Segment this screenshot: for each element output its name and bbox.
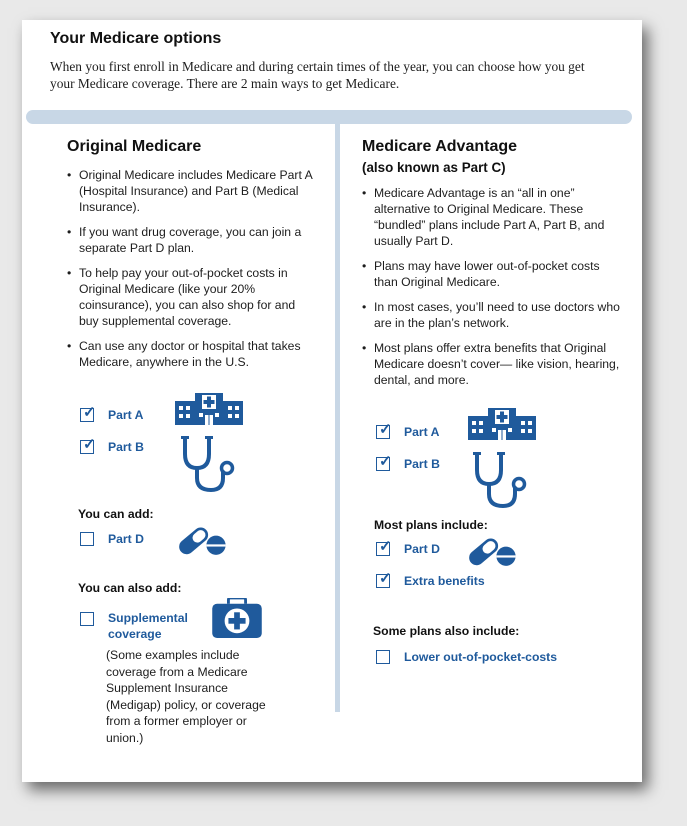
medicare-advantage-subheading: (also known as Part C) bbox=[362, 160, 506, 175]
original-medicare-bullets bbox=[67, 167, 317, 370]
list-item: • To help pay your out-of-pocket costs in Original Medicare (like your 20% coinsurance), you can also shop for and buy supplemental coverage. bbox=[67, 265, 317, 329]
list-item: • Most plans offer extra benefits that Original Medicare doesn’t cover— like vision, hearing, dental, and more. bbox=[362, 340, 622, 388]
pills-icon bbox=[174, 522, 230, 558]
part-b-checkbox bbox=[80, 440, 94, 454]
part-b-label: Part B bbox=[404, 457, 440, 471]
supplemental-row bbox=[80, 610, 204, 642]
stethoscope-icon bbox=[177, 434, 247, 494]
supplemental-label: Supplemental coverage bbox=[108, 611, 188, 641]
supplemental-note: (Some examples include coverage from a Medicare Supplement Insurance (Medigap) policy, or coverage from a former employer or union.) bbox=[106, 648, 266, 745]
most-plans-include-heading: Most plans include: bbox=[374, 518, 488, 532]
list-item: • Medicare Advantage is an “all in one” alternative to Original Medicare. These “bundled” plans include Part A, Part B, and usually Part D. bbox=[362, 185, 622, 249]
original-medicare-column bbox=[67, 138, 317, 379]
list-item: • In most cases, you’ll need to use doctors who are in the plan’s network. bbox=[362, 299, 622, 331]
list-item: • If you want drug coverage, you can join a separate Part D plan. bbox=[67, 224, 317, 256]
part-b-label: Part B bbox=[108, 440, 144, 454]
page-title: Your Medicare options bbox=[50, 30, 222, 47]
medicare-advantage-heading: Medicare Advantage bbox=[362, 138, 518, 155]
part-d-label: Part D bbox=[404, 542, 440, 556]
pills-icon bbox=[464, 533, 520, 569]
original-part-b-row bbox=[80, 440, 144, 454]
you-can-add-heading: You can add: bbox=[78, 507, 154, 521]
part-d-checkbox bbox=[376, 542, 390, 556]
original-part-d-row bbox=[80, 532, 144, 546]
list-item: • Original Medicare includes Medicare Part A (Hospital Insurance) and Part B (Medical Insurance). bbox=[67, 167, 317, 215]
you-can-also-add-heading: You can also add: bbox=[78, 581, 182, 595]
part-b-checkbox bbox=[376, 457, 390, 471]
document-page bbox=[22, 20, 642, 782]
part-a-label: Part A bbox=[404, 425, 440, 439]
extra-benefits-row bbox=[376, 574, 485, 588]
original-part-a-row bbox=[80, 408, 143, 422]
hospital-icon bbox=[175, 393, 243, 425]
original-medicare-heading: Original Medicare bbox=[67, 138, 202, 155]
extra-benefits-checkbox bbox=[376, 574, 390, 588]
list-item: • Plans may have lower out-of-pocket costs than Original Medicare. bbox=[362, 258, 622, 290]
medicare-advantage-column bbox=[362, 138, 622, 397]
medicare-advantage-bullets bbox=[362, 185, 622, 388]
advantage-part-d-row bbox=[376, 542, 440, 556]
advantage-part-a-row bbox=[376, 425, 439, 439]
part-d-label: Part D bbox=[108, 532, 144, 546]
some-plans-include-heading: Some plans also include: bbox=[373, 624, 520, 638]
lower-costs-label: Lower out-of-pocket-costs bbox=[404, 650, 558, 664]
part-a-checkbox bbox=[376, 425, 390, 439]
intro-text: When you first enroll in Medicare and during certain times of the year, you can choose how you get your Medicare coverage. There are 2 main ways to get Medicare. bbox=[50, 59, 585, 91]
hospital-icon bbox=[468, 408, 536, 440]
medical-kit-icon bbox=[212, 598, 262, 638]
lower-costs-row bbox=[376, 650, 557, 664]
supplemental-checkbox bbox=[80, 612, 94, 626]
stethoscope-icon bbox=[469, 450, 539, 510]
lower-costs-checkbox bbox=[376, 650, 390, 664]
column-divider bbox=[335, 122, 340, 712]
extra-benefits-label: Extra benefits bbox=[404, 574, 485, 588]
part-a-checkbox bbox=[80, 408, 94, 422]
list-item: • Can use any doctor or hospital that takes Medicare, anywhere in the U.S. bbox=[67, 338, 317, 370]
part-a-label: Part A bbox=[108, 408, 144, 422]
advantage-part-b-row bbox=[376, 457, 440, 471]
section-band bbox=[26, 110, 632, 124]
part-d-checkbox bbox=[80, 532, 94, 546]
